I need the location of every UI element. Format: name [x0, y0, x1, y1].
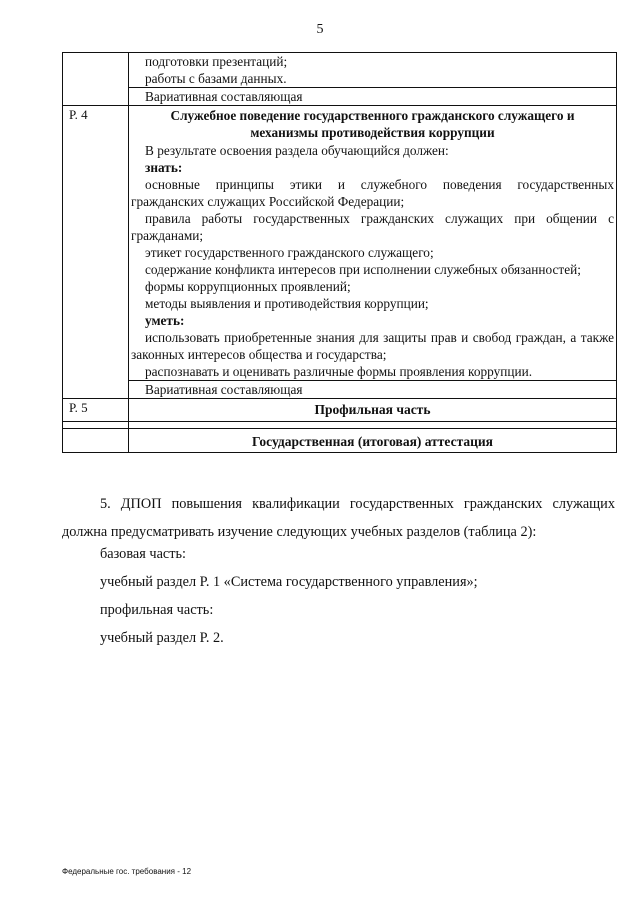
table-row [63, 53, 616, 106]
page-footer: Федеральные гос. требования - 12 [62, 867, 192, 876]
list-item: использовать приобретенные знания для защиты прав и свобод граждан, а также законных интересов общества и государства; [131, 330, 614, 362]
able-label: уметь: [145, 313, 185, 328]
list-item: этикет государственного гражданского служащего; [145, 245, 434, 260]
sections-table [62, 52, 617, 453]
body-paragraph: 5. ДПОП повышения квалификации государственных гражданских служащих должна предусматривать изучение следующих учебных разделов (таблица 2): [62, 496, 615, 540]
section-content [129, 106, 616, 398]
table-row [63, 399, 616, 422]
list-item: работы с базами данных. [145, 71, 287, 86]
table-row [63, 422, 616, 429]
list-item: методы выявления и противодействия коррупции; [145, 296, 429, 311]
table-row [63, 106, 616, 399]
list-item: подготовки презентаций; [145, 54, 288, 69]
base-part-item: учебный раздел Р. 1 «Система государственного управления»; [100, 574, 478, 590]
section-code [63, 53, 129, 105]
profile-part-label: профильная часть: [100, 602, 214, 618]
variative-label: Вариативная составляющая [129, 380, 616, 398]
list-item: правила работы государственных гражданских служащих при общении с гражданами; [131, 211, 614, 243]
list-item: основные принципы этики и служебного поведения государственных гражданских служащих Российской Федерации; [131, 177, 614, 209]
section-code [63, 422, 129, 428]
section-code [63, 429, 129, 452]
variative-label: Вариативная составляющая [129, 87, 616, 105]
section-title: Служебное поведение государственного гражданского служащего и механизмы противодействия коррупции [170, 108, 575, 140]
table-row [63, 429, 616, 453]
section-content [129, 422, 616, 428]
base-part-label: базовая часть: [100, 546, 187, 562]
list-item: содержание конфликта интересов при исполнении служебных обязанностей; [145, 262, 581, 277]
section-code: Р. 5 [63, 399, 129, 421]
section-content [129, 53, 616, 105]
section-code: Р. 4 [63, 106, 129, 398]
list-item: распознавать и оценивать различные формы проявления коррупции. [145, 364, 533, 379]
section-title: Государственная (итоговая) аттестация [252, 434, 493, 449]
section-title: Профильная часть [314, 402, 431, 417]
page-number: 5 [316, 22, 324, 37]
know-label: знать: [145, 160, 183, 175]
profile-part-item: учебный раздел Р. 2. [100, 630, 224, 646]
list-item: формы коррупционных проявлений; [145, 279, 351, 294]
section-intro: В результате освоения раздела обучающийся должен: [145, 143, 449, 158]
